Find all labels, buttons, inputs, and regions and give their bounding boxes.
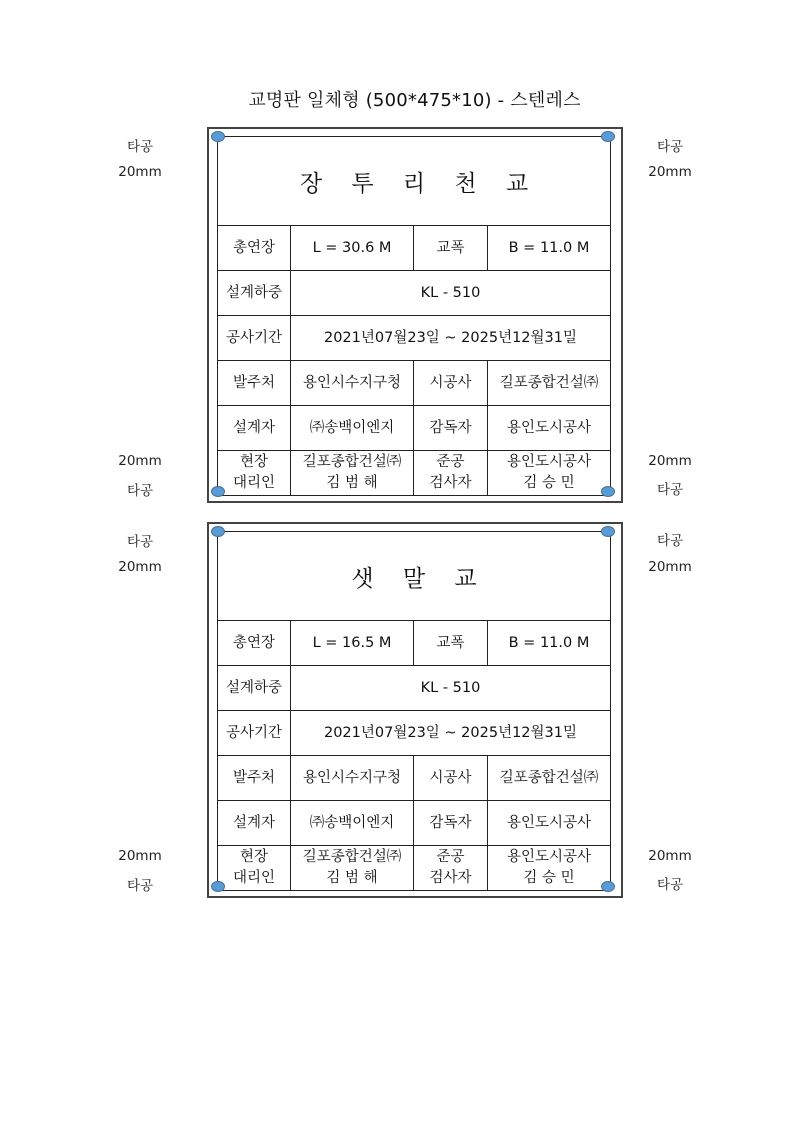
hole-marker-icon-bottom-left — [211, 486, 225, 497]
right-bottom-hole-label-2: 타공 — [656, 877, 684, 893]
length-value: L = 30.6 M — [291, 226, 414, 270]
inspector-label — [414, 846, 488, 890]
left-top-hole-label: 타공 — [126, 139, 154, 155]
table-row-designer — [218, 406, 610, 451]
table-row-load — [218, 271, 610, 316]
hole-marker-icon-bottom-right — [601, 486, 615, 497]
inspector-label-line1: 준공 — [436, 849, 465, 865]
client-value: 용인시수지구청 — [291, 756, 414, 800]
left-bottom-margin-label: 20mm — [118, 453, 162, 469]
hole-marker-icon-top-right — [601, 131, 615, 142]
width-label: 교폭 — [414, 621, 488, 665]
table-row-client — [218, 361, 610, 406]
width-label: 교폭 — [414, 226, 488, 270]
client-value: 용인시수지구청 — [291, 361, 414, 405]
site-agent-company: 길포종합건설㈜ — [302, 849, 402, 865]
contractor-value: 길포종합건설㈜ — [499, 374, 599, 391]
right-top-margin-label-2: 20mm — [648, 559, 692, 575]
designer-value: ㈜송백이엔지 — [291, 406, 414, 450]
supervisor-value: 용인도시공사 — [506, 814, 592, 831]
hole-marker-icon-top-right — [601, 526, 615, 537]
designer-value: ㈜송백이엔지 — [291, 801, 414, 845]
hole-marker-icon-bottom-left — [211, 881, 225, 892]
designer-label: 설계자 — [218, 801, 291, 845]
inspector-person: 김 승 민 — [523, 475, 575, 491]
period-label: 공사기간 — [218, 711, 291, 755]
inspector-value — [488, 846, 610, 890]
designer-label: 설계자 — [218, 406, 291, 450]
load-value: KL - 510 — [420, 284, 481, 301]
table-row-site-agent — [218, 451, 610, 495]
supervisor-label: 감독자 — [414, 801, 488, 845]
contractor-label: 시공사 — [414, 361, 488, 405]
inspector-company: 용인도시공사 — [506, 849, 592, 865]
site-agent-value — [291, 451, 414, 495]
inspector-company: 용인도시공사 — [506, 454, 592, 470]
width-value: B = 11.0 M — [508, 239, 590, 256]
width-value: B = 11.0 M — [508, 634, 590, 651]
site-agent-label — [218, 451, 291, 495]
right-top-hole-label: 타공 — [656, 139, 684, 155]
left-top-margin-label-2: 20mm — [118, 559, 162, 575]
inspector-label-line2: 검사자 — [429, 475, 472, 491]
hole-marker-icon-bottom-right — [601, 881, 615, 892]
site-agent-label-line2: 대리인 — [232, 475, 276, 491]
site-agent-company: 길포종합건설㈜ — [302, 454, 402, 470]
contractor-label: 시공사 — [414, 756, 488, 800]
inspector-label-line1: 준공 — [436, 454, 465, 470]
period-label: 공사기간 — [218, 316, 291, 360]
period-value: 2021년07월23일 ~ 2025년12월31밀 — [323, 329, 577, 346]
table-row-designer — [218, 801, 610, 846]
right-bottom-margin-label: 20mm — [648, 453, 692, 469]
inspector-label-line2: 검사자 — [429, 870, 472, 886]
left-bottom-margin-label-2: 20mm — [118, 848, 162, 864]
hole-marker-icon-top-left — [211, 526, 225, 537]
inspector-value — [488, 451, 610, 495]
right-bottom-margin-label-2: 20mm — [648, 848, 692, 864]
load-value: KL - 510 — [420, 679, 481, 696]
table-row-load — [218, 666, 610, 711]
left-bottom-hole-label: 타공 — [126, 483, 154, 499]
bridge-plate-2 — [207, 522, 621, 898]
site-agent-value — [291, 846, 414, 890]
client-label: 발주처 — [218, 756, 291, 800]
length-value: L = 16.5 M — [291, 621, 414, 665]
inspector-person: 김 승 민 — [523, 870, 575, 886]
bridge-name: 장 투 리 천 교 — [218, 137, 610, 226]
length-label: 총연장 — [218, 621, 291, 665]
supervisor-label: 감독자 — [414, 406, 488, 450]
right-bottom-hole-label: 타공 — [656, 482, 684, 498]
table-row-client — [218, 756, 610, 801]
right-top-margin-label: 20mm — [648, 164, 692, 180]
hole-marker-icon-top-left — [211, 131, 225, 142]
document-title: 교명판 일체형 (500*475*10) - 스텐레스 — [248, 90, 581, 111]
inspector-label — [414, 451, 488, 495]
site-agent-label-line1: 현장 — [239, 849, 268, 865]
bridge-plate-1 — [207, 127, 621, 503]
site-agent-label-line2: 대리인 — [232, 870, 276, 886]
site-agent-person: 김 범 해 — [326, 475, 378, 491]
table-row-period — [218, 711, 610, 756]
site-agent-label — [218, 846, 291, 890]
left-top-margin-label: 20mm — [118, 164, 162, 180]
load-label: 설계하중 — [218, 666, 291, 710]
right-top-hole-label-2: 타공 — [656, 533, 684, 549]
supervisor-value: 용인도시공사 — [506, 419, 592, 436]
site-agent-person: 김 범 해 — [326, 870, 378, 886]
table-row-site-agent — [218, 846, 610, 890]
length-label: 총연장 — [218, 226, 291, 270]
table-row-period — [218, 316, 610, 361]
bridge-name: 샛 말 교 — [218, 532, 610, 621]
plate-inner-table — [217, 136, 611, 496]
client-label: 발주처 — [218, 361, 291, 405]
load-label: 설계하중 — [218, 271, 291, 315]
table-row-length — [218, 226, 610, 271]
left-top-hole-label-2: 타공 — [126, 534, 154, 550]
plate-inner-table — [217, 531, 611, 891]
table-row-length — [218, 621, 610, 666]
period-value: 2021년07월23일 ~ 2025년12월31밀 — [323, 724, 577, 741]
contractor-value: 길포종합건설㈜ — [499, 769, 599, 786]
left-bottom-hole-label-2: 타공 — [126, 878, 154, 894]
site-agent-label-line1: 현장 — [239, 454, 268, 470]
